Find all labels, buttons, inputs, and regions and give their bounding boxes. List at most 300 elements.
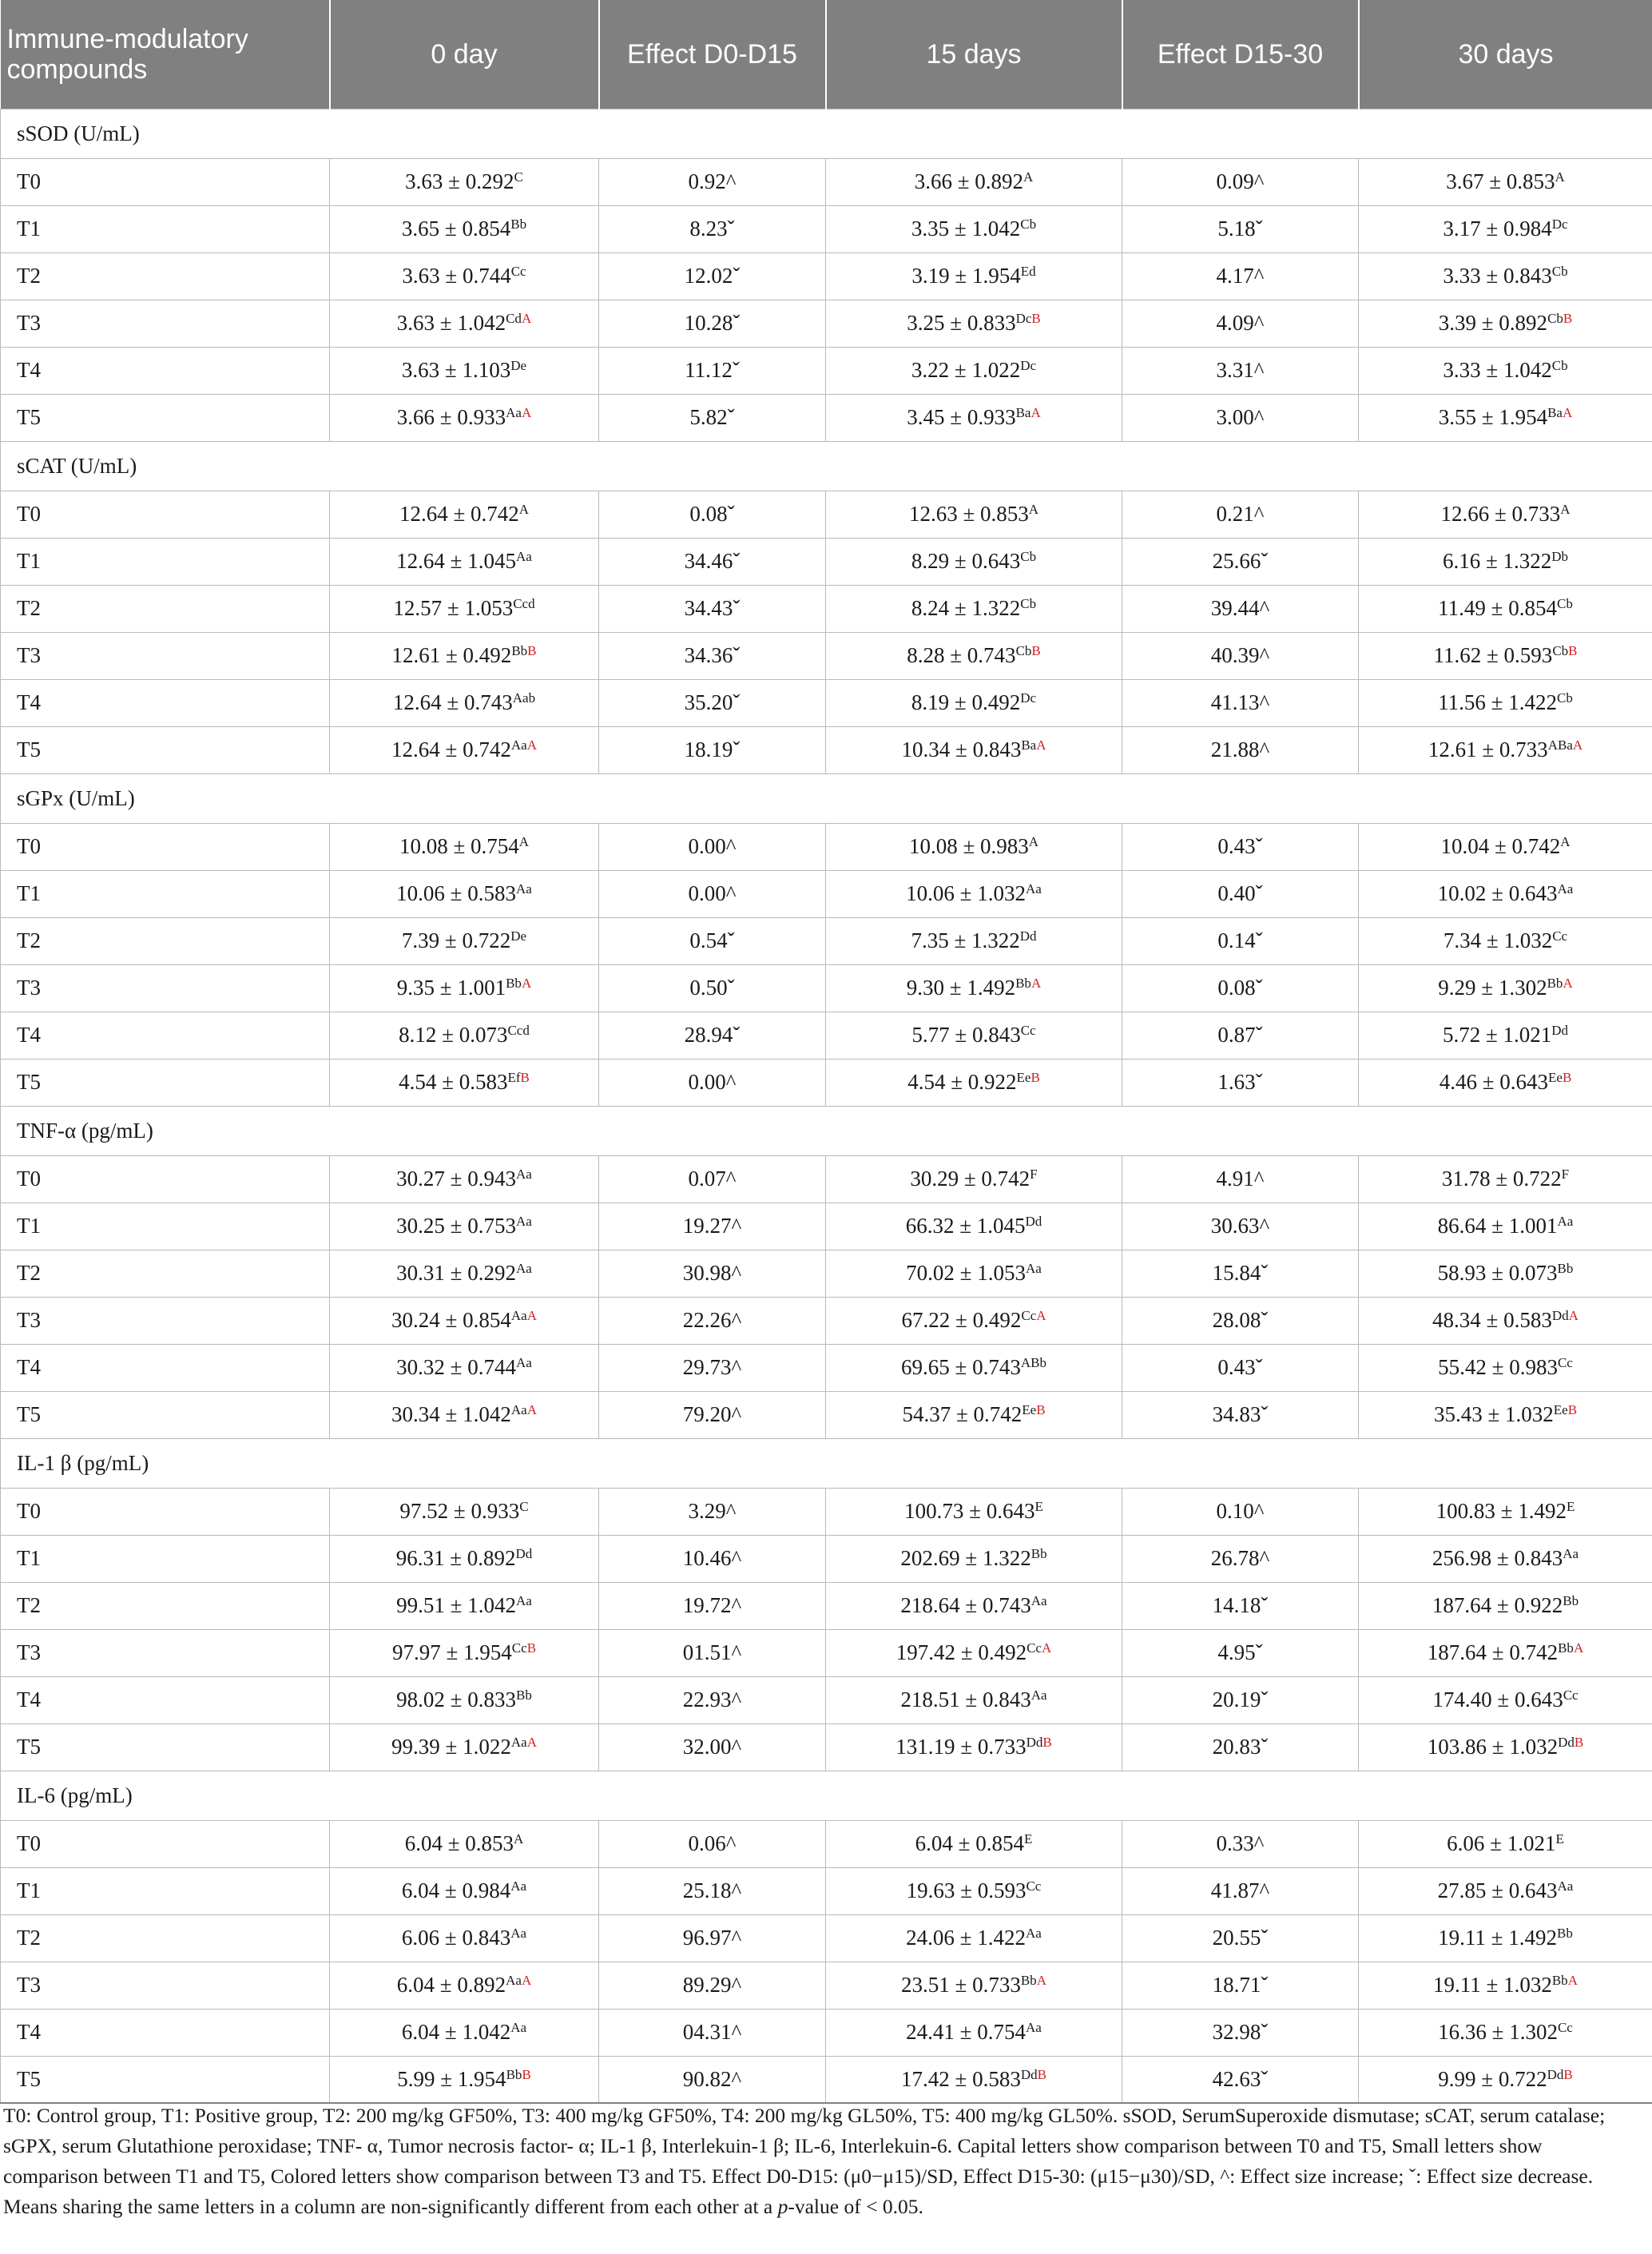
group-label: T0 xyxy=(1,1155,330,1203)
significance-letter: ABa xyxy=(1547,737,1573,753)
significance-letter: A xyxy=(514,1831,524,1847)
mean-sd-value: 3.19 ± 1.954 xyxy=(911,264,1021,288)
cell-effect-d0-d15: 0.54ˇ xyxy=(599,917,826,964)
group-label: T5 xyxy=(1,394,330,441)
significance-letter: Bb xyxy=(515,1688,532,1703)
significance-letter: Aa xyxy=(506,1973,522,1988)
header-effect-d15-30: Effect D15-30 xyxy=(1122,0,1359,109)
mean-sd-value: 7.35 ± 1.322 xyxy=(911,928,1020,952)
significance-letter-colored: B xyxy=(522,2066,531,2082)
mean-sd-value: 30.34 ± 1.042 xyxy=(391,1402,511,1426)
significance-letter: Cb xyxy=(1020,217,1037,232)
cell-day-0 xyxy=(330,1488,599,1535)
significance-letter: Cc xyxy=(1563,1688,1579,1703)
cell-day-30 xyxy=(1359,679,1652,726)
cell-day-15 xyxy=(826,1535,1122,1582)
significance-letters xyxy=(1021,1973,1046,1988)
cell-effect-d15-30: 0.43ˇ xyxy=(1122,1344,1359,1391)
significance-letters xyxy=(1020,596,1036,611)
significance-letter: Bb xyxy=(1556,1926,1573,1941)
table-row xyxy=(1,158,1652,205)
cell-day-0 xyxy=(330,917,599,964)
cell-effect-d0-d15: 01.51^ xyxy=(599,1629,826,1676)
mean-sd-value: 6.04 ± 0.892 xyxy=(396,1973,506,1997)
cell-day-30 xyxy=(1359,1629,1652,1676)
cell-effect-d0-d15: 11.12ˇ xyxy=(599,347,826,394)
cell-effect-d15-30: 3.31^ xyxy=(1122,347,1359,394)
significance-letter: Aa xyxy=(1031,1593,1047,1608)
mean-sd-value: 10.06 ± 1.032 xyxy=(906,881,1026,905)
significance-letter: Dd xyxy=(515,1546,533,1561)
cell-day-30 xyxy=(1359,1297,1652,1344)
mean-sd-value: 9.99 ± 0.722 xyxy=(1438,2066,1547,2091)
cell-day-0 xyxy=(330,726,599,773)
table-row xyxy=(1,1155,1652,1203)
significance-letters xyxy=(1557,596,1573,611)
table-row xyxy=(1,585,1652,632)
cell-effect-d15-30: 30.63^ xyxy=(1122,1203,1359,1250)
cell-effect-d15-30: 20.83ˇ xyxy=(1122,1723,1359,1771)
mean-sd-value: 7.34 ± 1.032 xyxy=(1443,928,1553,952)
cell-day-30 xyxy=(1359,538,1652,585)
significance-letter-colored: B xyxy=(1042,1735,1052,1750)
mean-sd-value: 30.27 ± 0.943 xyxy=(396,1167,516,1191)
cell-day-30 xyxy=(1359,726,1652,773)
significance-letter-colored: B xyxy=(1563,2066,1573,2082)
cell-effect-d15-30: 4.17^ xyxy=(1122,252,1359,300)
cell-day-15 xyxy=(826,964,1122,1012)
significance-letter-colored: A xyxy=(1573,1640,1584,1656)
cell-day-30 xyxy=(1359,1962,1652,2009)
table-row xyxy=(1,1535,1652,1582)
significance-letter: Cb xyxy=(1556,596,1573,611)
cell-day-0 xyxy=(330,300,599,347)
significance-letter: Aa xyxy=(510,1735,527,1750)
mean-sd-value: 11.62 ± 0.593 xyxy=(1433,643,1553,667)
significance-letter-colored: A xyxy=(521,1973,532,1988)
mean-sd-value: 3.45 ± 0.933 xyxy=(907,405,1016,429)
significance-letter: Aa xyxy=(1026,881,1042,896)
cell-day-0 xyxy=(330,823,599,870)
cell-day-0 xyxy=(330,964,599,1012)
significance-letters xyxy=(1554,1402,1577,1417)
mean-sd-value: 8.29 ± 0.643 xyxy=(911,549,1021,573)
significance-letter: A xyxy=(518,834,530,849)
cell-day-15 xyxy=(826,158,1122,205)
significance-letter: Bb xyxy=(511,643,528,658)
cell-day-0 xyxy=(330,1059,599,1106)
cell-effect-d0-d15: 0.50ˇ xyxy=(599,964,826,1012)
mean-sd-value: 19.11 ± 1.032 xyxy=(1433,1973,1552,1997)
mean-sd-value: 30.32 ± 0.744 xyxy=(396,1355,516,1379)
significance-letters xyxy=(510,1878,526,1894)
table-row xyxy=(1,964,1652,1012)
table-row xyxy=(1,1582,1652,1629)
mean-sd-value: 3.65 ± 0.854 xyxy=(401,217,511,241)
group-label: T1 xyxy=(1,1203,330,1250)
significance-letter-colored: A xyxy=(1031,405,1041,420)
cell-day-15 xyxy=(826,1676,1122,1723)
mean-sd-value: 12.63 ± 0.853 xyxy=(908,502,1029,526)
significance-letter: Bb xyxy=(1563,1593,1579,1608)
group-label: T4 xyxy=(1,1344,330,1391)
significance-letters xyxy=(1016,405,1041,420)
group-label: T5 xyxy=(1,1059,330,1106)
cell-effect-d0-d15: 04.31^ xyxy=(599,2009,826,2056)
significance-letter: Dd xyxy=(1558,1735,1575,1750)
significance-letter: Aa xyxy=(516,1355,532,1370)
mean-sd-value: 9.35 ± 1.001 xyxy=(396,976,506,1000)
significance-letter-colored: B xyxy=(1036,1402,1046,1417)
significance-letters xyxy=(1552,643,1577,658)
cell-day-0 xyxy=(330,1676,599,1723)
footnote-p-symbol: p xyxy=(777,2195,788,2218)
cell-day-15 xyxy=(826,252,1122,300)
significance-letters xyxy=(506,976,531,991)
cell-effect-d0-d15: 30.98^ xyxy=(599,1250,826,1297)
significance-letters xyxy=(1555,1831,1563,1847)
cell-day-15 xyxy=(826,679,1122,726)
mean-sd-value: 6.16 ± 1.322 xyxy=(1442,549,1552,573)
mean-sd-value: 4.46 ± 0.643 xyxy=(1439,1070,1549,1094)
cell-effect-d0-d15: 0.06^ xyxy=(599,1820,826,1867)
mean-sd-value: 30.24 ± 0.854 xyxy=(391,1308,511,1332)
cell-effect-d15-30: 39.44^ xyxy=(1122,585,1359,632)
cell-effect-d15-30: 15.84ˇ xyxy=(1122,1250,1359,1297)
group-label: T1 xyxy=(1,538,330,585)
significance-letter: Ef xyxy=(507,1070,521,1085)
table-row xyxy=(1,491,1652,538)
cell-effect-d0-d15: 90.82^ xyxy=(599,2056,826,2103)
cell-day-15 xyxy=(826,870,1122,917)
cell-day-0 xyxy=(330,491,599,538)
cell-day-0 xyxy=(330,1344,599,1391)
group-label: T1 xyxy=(1,870,330,917)
significance-letters xyxy=(1557,1261,1573,1276)
table-row xyxy=(1,870,1652,917)
cell-day-30 xyxy=(1359,1535,1652,1582)
cell-day-30 xyxy=(1359,1391,1652,1438)
group-label: T1 xyxy=(1,205,330,252)
mean-sd-value: 10.34 ± 0.843 xyxy=(901,737,1022,761)
cell-effect-d0-d15: 12.02ˇ xyxy=(599,252,826,300)
section-header-row xyxy=(1,1771,1652,1820)
mean-sd-value: 3.66 ± 0.933 xyxy=(396,405,506,429)
group-label: T3 xyxy=(1,1629,330,1676)
section-title: sGPx (U/mL) xyxy=(1,773,1652,823)
mean-sd-value: 16.36 ± 1.302 xyxy=(1438,2020,1558,2044)
mean-sd-value: 24.41 ± 0.754 xyxy=(906,2020,1026,2044)
mean-sd-value: 19.63 ± 0.593 xyxy=(906,1878,1027,1902)
group-label: T1 xyxy=(1,1535,330,1582)
cell-day-0 xyxy=(330,679,599,726)
cell-day-0 xyxy=(330,1723,599,1771)
mean-sd-value: 3.55 ± 1.954 xyxy=(1438,405,1548,429)
cell-effect-d0-d15: 79.20^ xyxy=(599,1391,826,1438)
significance-letter-colored: A xyxy=(521,405,532,420)
header-day-15: 15 days xyxy=(826,0,1122,109)
cell-day-30 xyxy=(1359,347,1652,394)
significance-letter: Dd xyxy=(1026,1735,1043,1750)
cell-day-30 xyxy=(1359,1820,1652,1867)
significance-letters xyxy=(1563,1593,1579,1608)
mean-sd-value: 6.04 ± 1.042 xyxy=(401,2020,511,2044)
cell-day-15 xyxy=(826,1250,1122,1297)
significance-letter: Dd xyxy=(1020,2066,1038,2082)
significance-letters xyxy=(511,737,537,753)
significance-letters xyxy=(1023,169,1033,185)
mean-sd-value: 30.25 ± 0.753 xyxy=(396,1214,516,1238)
cell-day-15 xyxy=(826,1391,1122,1438)
significance-letter: Bb xyxy=(1557,1261,1574,1276)
cell-effect-d0-d15: 0.08ˇ xyxy=(599,491,826,538)
significance-letter: Aa xyxy=(516,881,532,896)
significance-letters xyxy=(1558,1355,1573,1370)
significance-letters xyxy=(1021,1308,1046,1323)
mean-sd-value: 23.51 ± 0.733 xyxy=(901,1973,1021,1997)
significance-letters xyxy=(1558,881,1574,896)
significance-letter: Cb xyxy=(1552,643,1569,658)
table-row xyxy=(1,1012,1652,1059)
significance-letters xyxy=(506,405,531,420)
significance-letter: C xyxy=(519,1499,529,1514)
group-label: T3 xyxy=(1,964,330,1012)
significance-letter: Cc xyxy=(1557,2020,1573,2035)
header-effect-d0-d15: Effect D0-D15 xyxy=(599,0,826,109)
mean-sd-value: 10.08 ± 0.983 xyxy=(908,834,1029,858)
section-header-row xyxy=(1,109,1652,158)
mean-sd-value: 6.04 ± 0.854 xyxy=(915,1831,1024,1855)
table-row xyxy=(1,1059,1652,1106)
mean-sd-value: 4.54 ± 0.922 xyxy=(907,1070,1017,1094)
cell-effect-d15-30: 0.33^ xyxy=(1122,1820,1359,1867)
mean-sd-value: 35.43 ± 1.032 xyxy=(1433,1402,1554,1426)
cell-day-15 xyxy=(826,632,1122,679)
significance-letter-colored: B xyxy=(526,1640,537,1656)
significance-letters xyxy=(510,1926,526,1941)
table-row xyxy=(1,823,1652,870)
cell-day-0 xyxy=(330,2056,599,2103)
cell-day-15 xyxy=(826,1962,1122,2009)
cell-day-15 xyxy=(826,1203,1122,1250)
cell-day-15 xyxy=(826,347,1122,394)
table-header xyxy=(1,0,1652,109)
cell-effect-d15-30: 3.00^ xyxy=(1122,394,1359,441)
significance-letters xyxy=(1557,690,1573,706)
cell-effect-d15-30: 41.87^ xyxy=(1122,1867,1359,1914)
cell-effect-d15-30: 21.88^ xyxy=(1122,726,1359,773)
significance-letters xyxy=(1548,1070,1571,1085)
mean-sd-value: 19.11 ± 1.492 xyxy=(1438,1926,1557,1950)
cell-effect-d0-d15: 34.43ˇ xyxy=(599,585,826,632)
cell-day-0 xyxy=(330,1155,599,1203)
significance-letter: Dd xyxy=(1025,1214,1042,1229)
cell-effect-d15-30: 20.19ˇ xyxy=(1122,1676,1359,1723)
significance-letter-colored: A xyxy=(1041,1640,1052,1656)
significance-letters xyxy=(1563,1688,1579,1703)
cell-day-15 xyxy=(826,1914,1122,1962)
significance-letters xyxy=(1558,1878,1574,1894)
mean-sd-value: 24.06 ± 1.422 xyxy=(906,1926,1026,1950)
cell-effect-d15-30: 0.14ˇ xyxy=(1122,917,1359,964)
significance-letter: Aa xyxy=(1557,1214,1574,1229)
mean-sd-value: 67.22 ± 0.492 xyxy=(901,1308,1022,1332)
cell-day-15 xyxy=(826,1344,1122,1391)
significance-letters xyxy=(519,834,529,849)
section-title: IL-6 (pg/mL) xyxy=(1,1771,1652,1820)
table-row xyxy=(1,2056,1652,2103)
mean-sd-value: 86.64 ± 1.001 xyxy=(1437,1214,1558,1238)
cell-effect-d15-30: 32.98ˇ xyxy=(1122,2009,1359,2056)
section-header-row xyxy=(1,773,1652,823)
significance-letters xyxy=(1021,1023,1036,1038)
cell-effect-d0-d15: 32.00^ xyxy=(599,1723,826,1771)
mean-sd-value: 3.22 ± 1.022 xyxy=(911,358,1021,382)
table-row xyxy=(1,726,1652,773)
cell-day-15 xyxy=(826,2009,1122,2056)
significance-letters xyxy=(1020,549,1036,564)
cell-day-15 xyxy=(826,726,1122,773)
significance-letters xyxy=(1552,217,1568,232)
significance-letters xyxy=(1024,1831,1032,1847)
significance-letter: Aa xyxy=(506,405,522,420)
significance-letter: Aa xyxy=(1026,2020,1042,2035)
significance-letters xyxy=(1026,1214,1042,1229)
mean-sd-value: 187.64 ± 0.742 xyxy=(1427,1640,1559,1664)
cell-day-30 xyxy=(1359,1676,1652,1723)
cell-effect-d0-d15: 5.82ˇ xyxy=(599,394,826,441)
section-title: IL-1 β (pg/mL) xyxy=(1,1438,1652,1488)
cell-day-0 xyxy=(330,1203,599,1250)
significance-letter: Cc xyxy=(1557,1355,1573,1370)
group-label: T4 xyxy=(1,1012,330,1059)
cell-day-0 xyxy=(330,1012,599,1059)
significance-letters xyxy=(516,1355,532,1370)
significance-letter: Aa xyxy=(516,1167,532,1182)
group-label: T2 xyxy=(1,1914,330,1962)
significance-letter: Aa xyxy=(1031,1688,1047,1703)
significance-letters xyxy=(1560,834,1570,849)
significance-letter: Ee xyxy=(1016,1070,1031,1085)
significance-letters xyxy=(511,1402,537,1417)
cell-effect-d0-d15: 10.28ˇ xyxy=(599,300,826,347)
header-compound: Immune-modulatory compounds xyxy=(1,0,330,109)
significance-letter: Bb xyxy=(1551,1973,1568,1988)
mean-sd-value: 8.28 ± 0.743 xyxy=(907,643,1016,667)
significance-letter: Aa xyxy=(1026,1926,1042,1941)
significance-letters xyxy=(513,596,534,611)
cell-effect-d15-30: 18.71ˇ xyxy=(1122,1962,1359,2009)
significance-letters xyxy=(1558,2020,1573,2035)
significance-letters xyxy=(1027,1640,1051,1656)
significance-letter: Aa xyxy=(510,737,527,753)
significance-letters xyxy=(1031,1546,1047,1561)
significance-letters xyxy=(511,264,526,279)
group-label: T0 xyxy=(1,158,330,205)
cell-effect-d15-30: 0.10^ xyxy=(1122,1488,1359,1535)
significance-letter: Ee xyxy=(1022,1402,1037,1417)
mean-sd-value: 99.39 ± 1.022 xyxy=(391,1735,511,1759)
footnote-line: T0: Control group, T1: Positive group, T2: 200 mg/kg GF50%, T3: 400 mg/kg GF50%, T4: 200 mg/kg GL50%, T5: 400 mg/kg GL50%. sSOD, SerumSuperoxide dismutase; sCAT, serum catalase; xyxy=(3,2104,1606,2127)
group-label: T4 xyxy=(1,347,330,394)
mean-sd-value: 8.24 ± 1.322 xyxy=(911,596,1021,620)
significance-letters xyxy=(1557,1926,1573,1941)
significance-letter-colored: A xyxy=(1036,1973,1046,1988)
cell-effect-d15-30: 28.08ˇ xyxy=(1122,1297,1359,1344)
mean-sd-value: 12.64 ± 0.742 xyxy=(391,737,511,761)
cell-day-30 xyxy=(1359,252,1652,300)
table-footnote xyxy=(3,2101,1649,2222)
significance-letters xyxy=(1020,928,1037,944)
mean-sd-value: 12.61 ± 0.733 xyxy=(1428,737,1548,761)
significance-letters xyxy=(1026,1926,1042,1941)
cell-effect-d15-30: 1.63ˇ xyxy=(1122,1059,1359,1106)
significance-letter: A xyxy=(1560,502,1571,517)
cell-day-15 xyxy=(826,917,1122,964)
significance-letters xyxy=(510,928,526,944)
significance-letter: Bb xyxy=(506,976,522,991)
mean-sd-value: 202.69 ± 1.322 xyxy=(900,1546,1031,1570)
group-label: T0 xyxy=(1,1488,330,1535)
cell-day-0 xyxy=(330,538,599,585)
significance-letters xyxy=(1547,405,1572,420)
cell-day-15 xyxy=(826,1582,1122,1629)
mean-sd-value: 10.06 ± 0.583 xyxy=(396,881,516,905)
significance-letter: Cc xyxy=(1027,1640,1042,1656)
mean-sd-value: 174.40 ± 0.643 xyxy=(1432,1688,1563,1711)
cell-effect-d15-30: 4.09^ xyxy=(1122,300,1359,347)
cell-day-0 xyxy=(330,632,599,679)
significance-letters xyxy=(1562,1167,1569,1182)
significance-letter: Cb xyxy=(1551,358,1568,373)
cell-day-15 xyxy=(826,205,1122,252)
table-row xyxy=(1,2009,1652,2056)
cell-day-30 xyxy=(1359,632,1652,679)
cell-effect-d15-30: 26.78^ xyxy=(1122,1535,1359,1582)
significance-letter: Aa xyxy=(510,1308,527,1323)
cell-effect-d0-d15: 0.07^ xyxy=(599,1155,826,1203)
significance-letters xyxy=(1020,358,1036,373)
table-row xyxy=(1,1344,1652,1391)
significance-letter: Bb xyxy=(1020,1973,1037,1988)
cell-effect-d15-30: 40.39^ xyxy=(1122,632,1359,679)
mean-sd-value: 30.29 ± 0.742 xyxy=(910,1167,1031,1191)
cell-day-15 xyxy=(826,1867,1122,1914)
significance-letter: Ccd xyxy=(507,1023,530,1038)
significance-letter: Dc xyxy=(1015,311,1032,326)
cell-day-15 xyxy=(826,491,1122,538)
cell-effect-d0-d15: 0.92^ xyxy=(599,158,826,205)
section-title: TNF-α (pg/mL) xyxy=(1,1106,1652,1155)
cell-effect-d0-d15: 28.94ˇ xyxy=(599,1012,826,1059)
mean-sd-value: 12.61 ± 0.492 xyxy=(391,643,512,667)
cell-day-30 xyxy=(1359,1012,1652,1059)
mean-sd-value: 3.33 ± 1.042 xyxy=(1443,358,1552,382)
significance-letters xyxy=(1016,311,1041,326)
cell-day-15 xyxy=(826,1723,1122,1771)
cell-day-30 xyxy=(1359,491,1652,538)
mean-sd-value: 5.99 ± 1.954 xyxy=(397,2066,506,2091)
mean-sd-value: 9.30 ± 1.492 xyxy=(906,976,1016,1000)
significance-letters xyxy=(507,1070,529,1085)
mean-sd-value: 3.33 ± 0.843 xyxy=(1443,264,1552,288)
cell-day-30 xyxy=(1359,585,1652,632)
mean-sd-value: 11.49 ± 0.854 xyxy=(1438,596,1557,620)
cell-day-30 xyxy=(1359,870,1652,917)
significance-letter-colored: A xyxy=(1031,976,1042,991)
group-label: T4 xyxy=(1,679,330,726)
significance-letter-colored: A xyxy=(1563,976,1573,991)
